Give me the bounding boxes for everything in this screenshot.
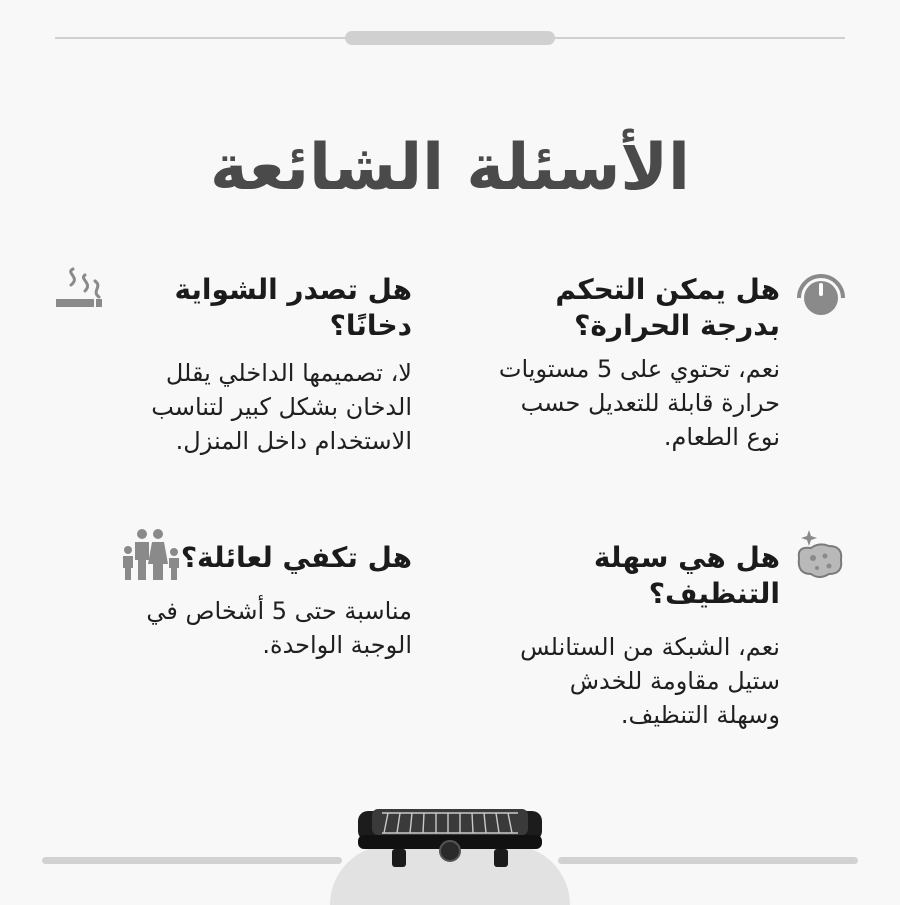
faq-answer: حرارة قابلة للتعديل حسب: [520, 389, 780, 417]
faq-item-cleaning: [460, 540, 780, 732]
faq-answer: ستيل مقاومة للخدش: [569, 667, 780, 695]
faq-answer: مناسبة حتى 5 أشخاص في: [146, 597, 412, 625]
faq-answer: نعم، الشبكة من الستانلس: [520, 633, 780, 661]
faq-answer: نعم، تحتوي على 5 مستويات: [498, 355, 780, 383]
electric-grill-image: [352, 805, 548, 879]
faq-answer: الوجبة الواحدة.: [262, 631, 412, 659]
faq-item-temperature: [480, 272, 780, 454]
faq-answer: الاستخدام داخل المنزل.: [175, 427, 412, 455]
page-title: الأسئلة الشائعة: [210, 130, 690, 205]
bottom-divider-left: [42, 857, 342, 864]
faq-question: بدرجة الحرارة؟: [574, 309, 780, 342]
faq-answer: وسهلة التنظيف.: [620, 701, 780, 729]
top-divider-pill: [345, 31, 555, 45]
bottom-divider-right: [558, 857, 858, 864]
faq-question: هل تصدر الشواية دخانًا؟: [174, 273, 412, 342]
temperature-dial-icon: [795, 270, 847, 322]
faq-answer: الدخان بشكل كبير لتناسب: [151, 393, 412, 421]
faq-question: هل تكفي لعائلة؟: [180, 541, 412, 574]
faq-question: هل يمكن التحكم: [555, 273, 780, 306]
faq-answer: لا، تصميمها الداخلي يقلل: [165, 359, 412, 387]
faq-item-smoke: [92, 272, 412, 458]
faq-item-family: [92, 540, 412, 662]
faq-question: هل هي سهلة التنظيف؟: [593, 541, 780, 610]
sponge-icon: [793, 528, 845, 586]
faq-answer: نوع الطعام.: [663, 423, 780, 451]
